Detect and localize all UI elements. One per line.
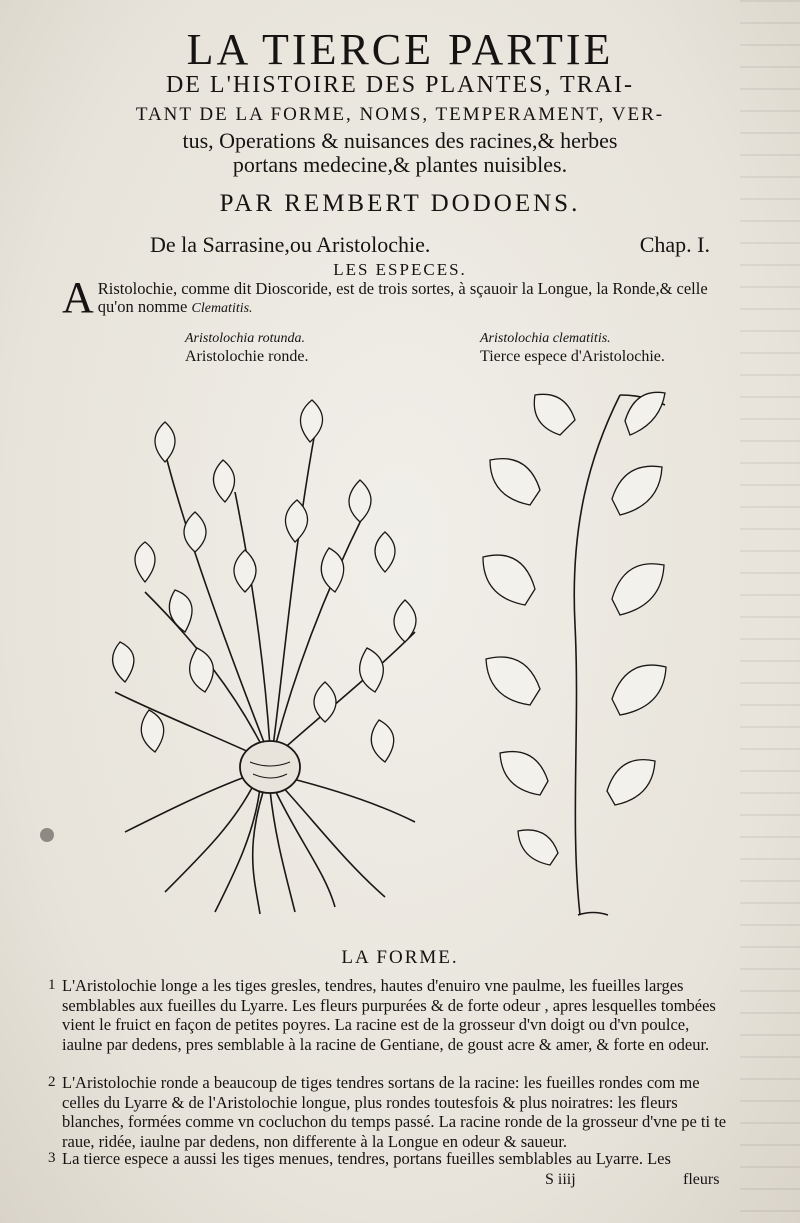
chapter-heading — [150, 232, 710, 258]
chapter-number: Chap. I. — [639, 232, 710, 257]
paragraph-3 — [48, 1149, 732, 1169]
caption-left-latin: Aristolochia rotunda. — [185, 331, 306, 346]
paragraph-2 — [48, 1073, 732, 1151]
ink-speck — [40, 828, 54, 842]
caption-right — [480, 330, 665, 366]
chapter-title: De la Sarrasine,ou Aristolochie. — [150, 232, 431, 257]
paragraph-text: L'Aristolochie longe a les tiges gresles, tendres, hautes d'enuiro vne paulme, les fueilles larges semblables aux fueilles du Lyarre. Les fleurs purpurées & de forte odeur , apres lesquelles tombées vient le fruict en façon de petites poyres. La racine est de la grosseur d'vn doigt ou d'vn poulce, iaulne par dedens, pres semblable à la racine de Gentiane, de goust acre & amer, & forte en odeur. — [62, 976, 716, 1054]
paragraph-text: L'Aristolochie ronde a beaucoup de tiges tendres sortans de la racine: les fueilles rondes com me celles du Lyarre & de l'Aristolochie longue, plus rondes toutesfois & plus noiratres: les fleurs blanches, formées comme vn cocluchon du temps passé. La racine ronde de la grosseur d'vne pe ti te raue, ridée, iaulne par dedens, non differente à la Longue en odeur & saueur. — [62, 1073, 727, 1151]
title-line-5: portans medecine,& plantes nuisibles. — [232, 152, 568, 177]
title-line-4: tus, Operations & nuisances des racines,& herbes — [182, 128, 618, 153]
intro-latin-term: Clematitis. — [191, 301, 253, 316]
caption-left — [185, 330, 309, 366]
paragraph-1 — [48, 976, 732, 1054]
caption-right-latin: Aristolochia clematitis. — [480, 331, 611, 346]
title-line-3: TANT DE LA FORME, NOMS, TEMPERAMENT, VER- — [135, 104, 665, 125]
author-line: PAR REMBERT DODOENS. — [219, 190, 581, 217]
title-line-2: DE L'HISTOIRE DES PLANTES, TRAI- — [165, 72, 635, 98]
aristolochia-rotunda-woodcut — [85, 392, 445, 917]
paragraph-text: La tierce espece a aussi les tiges menues, tendres, portans fueilles semblables au Lyarre. Les — [62, 1149, 671, 1168]
aristolochia-clematitis-woodcut — [470, 375, 690, 935]
caption-right-french: Tierce espece d'Aristolochie. — [480, 348, 665, 365]
caption-left-french: Aristolochie ronde. — [185, 348, 309, 365]
paragraph-number: 1 — [48, 977, 56, 993]
signature-mark: S iiij — [545, 1171, 576, 1188]
section-heading-especes: LES ESPECES. — [333, 260, 467, 279]
drop-cap: A — [62, 273, 94, 322]
section-heading-forme: LA FORME. — [341, 947, 459, 968]
paragraph-number: 2 — [48, 1074, 56, 1090]
paragraph-number: 3 — [48, 1150, 56, 1166]
intro-text: Ristolochie, comme dit Dioscoride, est de trois sortes, à sçauoir la Longue, la Ronde,& celle qu'on nomme — [97, 279, 708, 316]
show-through-shadow — [740, 0, 800, 1223]
catchword: fleurs — [683, 1171, 720, 1188]
intro-paragraph — [62, 273, 732, 322]
page-title: LA TIERCE PARTIE — [186, 25, 614, 74]
